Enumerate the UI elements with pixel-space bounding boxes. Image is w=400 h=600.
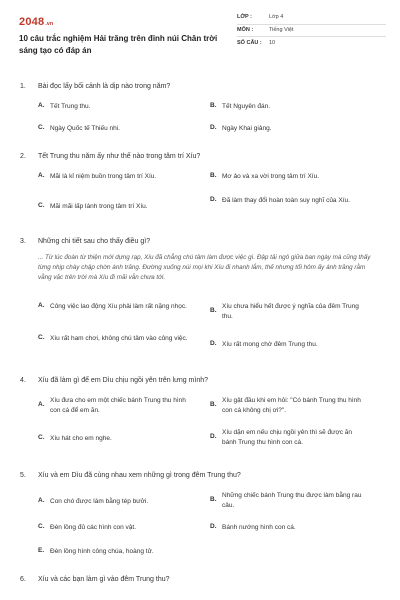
meta-table <box>237 12 386 50</box>
meta-label: LỚP : <box>237 14 252 21</box>
option-a[interactable] <box>38 497 198 507</box>
question-prompt: Những chi tiết sau cho thấy điều gì? <box>38 238 151 245</box>
option-text: Bánh nướng hình con cá. <box>222 524 296 531</box>
option-a[interactable] <box>38 172 198 182</box>
question-text <box>20 237 150 246</box>
option-letter: C. <box>38 202 45 210</box>
option-text: Công việc lao động Xíu phải làm rất nặng nhọc. <box>50 303 187 310</box>
option-text: Ngày Khai giảng. <box>222 125 272 132</box>
option-c[interactable] <box>38 523 198 533</box>
option-letter: A. <box>38 102 45 110</box>
option-d[interactable] <box>210 196 380 206</box>
question-prompt: Xíu và em Dìu đã cùng nhau xem những gì trong đêm Trung thu? <box>38 472 241 479</box>
option-letter: D. <box>210 124 217 132</box>
logo-text: 2048 <box>19 16 45 28</box>
option-letter: C. <box>38 523 45 531</box>
option-text: Tết Nguyên đán. <box>222 103 271 110</box>
option-text: Xíu gật đầu khi em hỏi: "Có bánh Trung thu hình con cá không chị ơi?". <box>222 397 361 414</box>
option-text: Đèn lồng đủ các hình con vật. <box>50 524 137 531</box>
option-letter: A. <box>38 302 45 310</box>
option-letter: B. <box>210 496 217 504</box>
option-text: Xíu đưa cho em một chiếc bánh Trung thu hình con cá để em ăn. <box>50 397 186 414</box>
option-letter: A. <box>38 401 45 409</box>
question-text <box>20 376 208 385</box>
option-letter: C. <box>38 334 45 342</box>
option-text: Xíu rất ham chơi, không chú tâm vào công việc. <box>50 335 188 342</box>
meta-row-class <box>237 12 386 25</box>
question-number: 3. <box>20 238 26 245</box>
option-letter: B. <box>210 307 217 315</box>
meta-value: Tiếng Việt <box>269 26 294 33</box>
question-text <box>20 82 170 91</box>
option-c[interactable] <box>38 124 198 134</box>
question-number: 2. <box>20 153 26 160</box>
option-d[interactable] <box>210 340 380 350</box>
option-text: Con chó được làm bằng tép bưởi. <box>50 498 149 505</box>
option-text: Xíu chưa hiểu hết được ý nghĩa của đêm Trung thu. <box>222 303 359 320</box>
option-text: Xíu rất mong chờ đêm Trung thu. <box>222 341 318 348</box>
option-a[interactable] <box>38 102 198 112</box>
option-c[interactable] <box>38 434 198 444</box>
question-prompt: Xíu đã làm gì để em Dìu chịu ngồi yên trên lưng mình? <box>38 377 209 384</box>
option-d[interactable] <box>210 428 380 448</box>
option-text: Mãi mãi lấp lánh trong tâm trí Xíu. <box>50 203 148 210</box>
question-prompt: Xíu và các bạn làm gì vào đêm Trung thu? <box>38 576 170 583</box>
option-e[interactable] <box>38 547 198 557</box>
option-b[interactable] <box>210 102 380 112</box>
question-text <box>20 575 170 584</box>
option-letter: C. <box>38 124 45 132</box>
option-b[interactable] <box>210 491 380 511</box>
option-letter: A. <box>38 497 45 505</box>
meta-value: Lớp 4 <box>269 14 284 21</box>
option-b[interactable] <box>210 302 380 322</box>
option-letter: A. <box>38 172 45 180</box>
logo-suffix: .vn <box>45 21 54 27</box>
question-prompt: Tết Trung thu năm ấy như thế nào trong tâm trí Xíu? <box>38 153 201 160</box>
document-header <box>14 12 386 68</box>
option-text: Xíu hát cho em nghe. <box>50 435 112 442</box>
option-letter: D. <box>210 340 217 348</box>
option-letter: C. <box>38 434 45 442</box>
option-letter: D. <box>210 523 217 531</box>
question-prompt: Bài đọc lấy bối cảnh là dịp nào trong năm? <box>38 83 171 90</box>
option-text: Tết Trung thu. <box>50 103 91 110</box>
question-number: 5. <box>20 472 26 479</box>
option-text: Mãi là kỉ niệm buồn trong tâm trí Xíu. <box>50 173 157 180</box>
option-letter: B. <box>210 401 217 409</box>
option-text: Ngày Quốc tế Thiếu nhi. <box>50 125 120 132</box>
site-logo[interactable] <box>19 15 53 30</box>
option-letter: B. <box>210 172 217 180</box>
option-b[interactable] <box>210 396 380 416</box>
question-text <box>20 152 200 161</box>
option-d[interactable] <box>210 124 380 134</box>
reading-passage: ... Từ lúc đoàn từ thiện mới dựng rạp, Xíu đã chẳng chú tâm làm được việc gì. Đập tải ngô giữa ban ngày mà cũng thấy từng nhịp chày chập chờn ánh trăng. Đường xuống núi mọi khi Xíu đi nhanh lắm, thế nhưng tối hôm ấy ánh trăng rằm vằng vặc trên trời mà Xíu đi mãi vẫn chưa tới. <box>38 254 371 282</box>
option-d[interactable] <box>210 523 380 533</box>
option-text: Đã làm thay đổi hoàn toàn suy nghĩ của Xíu. <box>222 197 350 204</box>
question-text <box>20 471 241 480</box>
option-letter: D. <box>210 196 217 204</box>
option-a[interactable] <box>38 396 198 416</box>
option-letter: E. <box>38 547 45 555</box>
option-b[interactable] <box>210 172 380 182</box>
meta-label: MÔN : <box>237 26 254 33</box>
question-number: 4. <box>20 377 26 384</box>
option-text: Mơ ảo và xa vời trong tâm trí Xíu. <box>222 173 320 180</box>
option-text: Đèn lồng hình công chúa, hoàng tử. <box>50 548 154 555</box>
meta-row-count <box>237 37 386 50</box>
question-number: 6. <box>20 576 26 583</box>
option-letter: B. <box>210 102 217 110</box>
option-c[interactable] <box>38 334 198 344</box>
option-c[interactable] <box>38 202 198 212</box>
option-letter: D. <box>210 433 217 441</box>
document-title: 10 câu trắc nghiệm Hải trăng trên đỉnh núi Chân trời sáng tạo có đáp án <box>19 34 218 55</box>
meta-value: 10 <box>269 39 276 46</box>
meta-label: SỐ CÂU : <box>237 39 262 46</box>
option-text: Xíu dặn em nếu chịu ngồi yên thì sẽ được ăn bánh Trung thu hình con cá. <box>222 429 353 446</box>
option-a[interactable] <box>38 302 198 312</box>
question-number: 1. <box>20 83 26 90</box>
meta-row-subject <box>237 25 386 38</box>
option-text: Những chiếc bánh Trung thu được làm bằng rau câu. <box>222 492 362 509</box>
